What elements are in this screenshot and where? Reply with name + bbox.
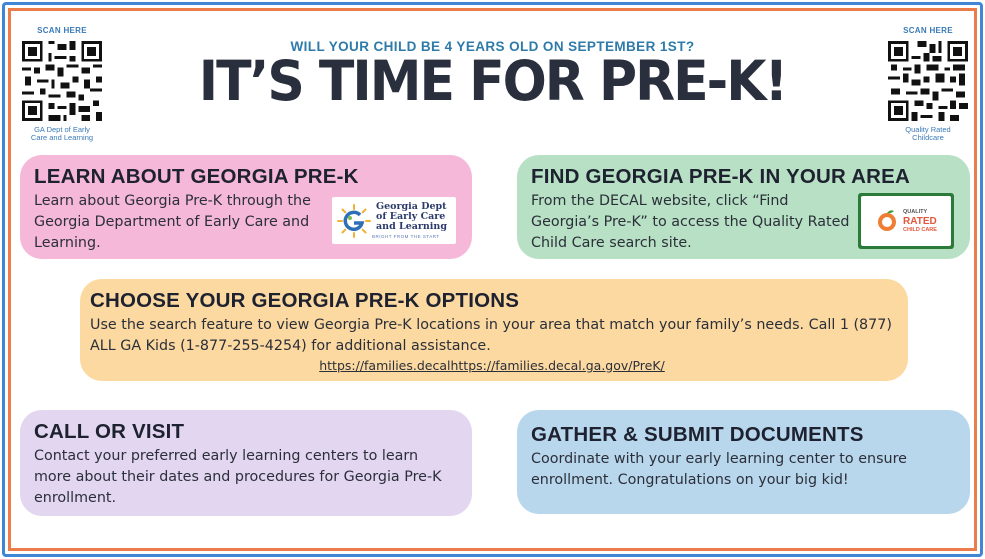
logo-line: CHILD CARE bbox=[903, 226, 937, 233]
card-find bbox=[517, 155, 970, 259]
scan-here-label: SCAN HERE bbox=[37, 26, 87, 35]
card-choose bbox=[80, 279, 908, 381]
card-body: Use the search feature to view Georgia Pre-K locations in your area that match your family’s needs. Call 1 (877) ALL GA Kids (1-877-255-4254) for additional assistance. bbox=[90, 317, 892, 354]
logo-line: Georgia Dept bbox=[376, 201, 447, 212]
logo-tagline: BRIGHT FROM THE START bbox=[372, 234, 440, 239]
card-body: Coordinate with your early learning center to ensure enrollment. Congratulations on your big kid! bbox=[531, 451, 907, 488]
qr-caption-line: Care and Learning bbox=[30, 133, 94, 142]
card-heading: LEARN ABOUT GEORGIA PRE-K bbox=[34, 165, 359, 188]
logo-line: of Early Care bbox=[376, 211, 446, 222]
card-gather bbox=[517, 410, 970, 514]
decal-logo bbox=[332, 197, 456, 244]
quality-rated-logo-text bbox=[903, 208, 937, 235]
card-heading: GATHER & SUBMIT DOCUMENTS bbox=[531, 423, 864, 446]
logo-line: QUALITY bbox=[903, 208, 928, 215]
qr-caption-line: Childcare bbox=[912, 133, 944, 142]
card-body: From the DECAL website, click “Find Georgia’s Pre-K” to access the Quality Rated Child Care search site. bbox=[531, 193, 850, 251]
card-body: Contact your preferred early learning centers to learn more about their dates and procedures for Georgia Pre-K enrollment. bbox=[34, 448, 442, 506]
qr-caption bbox=[882, 126, 974, 142]
card-call bbox=[20, 410, 472, 516]
header-subtitle: WILL YOUR CHILD BE 4 YEARS OLD ON SEPTEMBER 1ST? bbox=[290, 39, 695, 54]
quality-rated-logo bbox=[858, 193, 954, 249]
card-learn bbox=[20, 155, 472, 259]
logo-line: RATED bbox=[903, 215, 937, 227]
logo-line: and Learning bbox=[376, 221, 447, 232]
card-heading: CALL OR VISIT bbox=[34, 420, 185, 443]
qr-caption-line: GA Dept of Early bbox=[34, 125, 90, 134]
card-heading: CHOOSE YOUR GEORGIA PRE-K OPTIONS bbox=[90, 289, 520, 312]
scan-here-label: SCAN HERE bbox=[903, 26, 953, 35]
peach-logo-icon bbox=[875, 209, 899, 233]
decal-logo-text bbox=[372, 202, 447, 239]
prek-url-link[interactable]: https://families.decalhttps://families.decal.ga.gov/PreK/ bbox=[319, 358, 665, 373]
card-body: Learn about Georgia Pre-K through the Georgia Department of Early Care and Learning. bbox=[34, 193, 311, 251]
page-title: IT’S TIME FOR PRE-K! bbox=[198, 50, 787, 114]
sun-g-logo-icon bbox=[336, 203, 372, 239]
qr-caption-line: Quality Rated bbox=[905, 125, 951, 134]
card-heading: FIND GEORGIA PRE-K IN YOUR AREA bbox=[531, 165, 911, 188]
qr-caption bbox=[16, 126, 108, 142]
